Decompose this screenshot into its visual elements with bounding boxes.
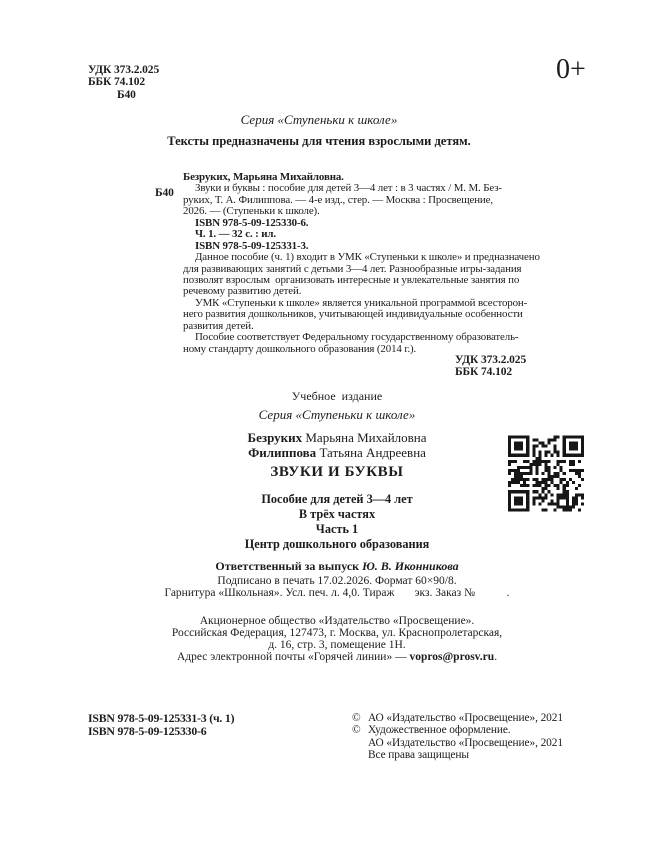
author-given-names: Марьяна Михайловна [302, 430, 427, 445]
author-surname: Филиппова [248, 444, 317, 460]
copyright-text: Все права защищены [368, 749, 469, 762]
copyright-text: АО «Издательство «Просвещение», 2021 [368, 736, 563, 749]
card-line: руких, Т. А. Филиппова. — 4-е изд., стер. — Москва : Просвещение, [183, 193, 493, 206]
hotline-email-period: . [494, 651, 498, 663]
series-note: Серия «Ступеньки к школе» [258, 407, 416, 422]
card-annotation-line: развития детей. [183, 319, 254, 332]
author-sign-code: Б40 [117, 88, 136, 101]
card-annotation-line: УМК «Ступеньки к школе» является уникальной программой всесторон- [195, 296, 528, 309]
card-isbn: ISBN 978-5-09-125330-6. [195, 216, 309, 229]
audience-note: Тексты предназначены для чтения взрослыми детям. [167, 134, 471, 148]
card-annotation-line: речевому развитию детей. [183, 285, 302, 298]
copyright-line [352, 712, 563, 724]
isbn-part: ISBN 978-5-09-125331-3 (ч. 1) [88, 711, 235, 725]
card-line: Звуки и буквы : пособие для детей 3—4 лет : в 3 частях / М. М. Без- [195, 182, 502, 195]
copyright-text: АО «Издательство «Просвещение», 2021 [368, 712, 563, 724]
card-author-code: Б40 [155, 186, 174, 199]
copyright-text: Художественное оформление. [368, 724, 511, 737]
age-rating-badge: 0+ [556, 54, 586, 85]
hotline-email-label: Адрес электронной почты «Горячей линии» — [176, 651, 410, 663]
print-info-line: Подписано в печать 17.02.2026. Формат 60×90/8. [217, 574, 457, 587]
responsible-editor-line [88, 560, 586, 574]
copyright-icon: © [352, 712, 361, 724]
card-line: 2026. — (Ступеньки к школе). [183, 205, 320, 218]
copyright-line [352, 724, 563, 736]
responsible-name: Ю. В. Иконникова [362, 559, 459, 573]
card-annotation-line: него развития дошкольников, учитывающей индивидуальные особенности [183, 308, 523, 321]
hotline-email: vopros@prosv.ru [409, 651, 495, 663]
book-subtitle-parts: В трёх частях [298, 507, 376, 521]
author-surname: Безруких [247, 430, 303, 445]
card-part-info: Ч. 1. — 32 с. : ил. [195, 228, 277, 241]
responsible-label: Ответственный за выпуск [215, 559, 363, 573]
series-note: Серия «Ступеньки к школе» [240, 112, 398, 127]
udk-code: УДК 373.2.025 [455, 354, 527, 366]
edition-kind: Учебное издание [291, 389, 383, 403]
copyright-block [352, 712, 563, 762]
card-annotation-line: Данное пособие (ч. 1) входит в УМК «Ступеньки к школе» и предназначено [195, 251, 540, 264]
book-subtitle-age: Пособие для детей 3—4 лет [261, 492, 413, 506]
publisher-address-line: Российская Федерация, 127473, г. Москва, ул. Краснопролетарская, [171, 627, 503, 639]
copyright-icon: © [352, 724, 361, 737]
udk-code: УДК 373.2.025 [88, 64, 160, 76]
card-author-heading: Безруких, Марьяна Михайловна. [183, 171, 344, 183]
card-annotation-line: Пособие соответствует Федеральному государственному образователь- [195, 331, 519, 344]
print-info-line: Гарнитура «Школьная». Усл. печ. л. 4,0. Тираж экз. Заказ № . [164, 587, 510, 599]
bbk-code: ББК 74.102 [88, 76, 146, 89]
publisher-address-line: д. 16, стр. 3, помещение 1Н. [268, 639, 406, 651]
copyright-line [352, 749, 563, 761]
card-annotation-line: ному стандарту дошкольного образования (2014 г.). [183, 342, 417, 355]
copyright-line [352, 737, 563, 749]
publisher-name-line: Акционерное общество «Издательство «Просвещение». [199, 614, 475, 627]
book-title: ЗВУКИ И БУКВЫ [270, 464, 404, 480]
card-isbn: ISBN 978-5-09-125331-3. [195, 239, 309, 252]
author-given-names: Татьяна Андреевна [316, 444, 426, 460]
isbn-block [88, 712, 234, 737]
bbk-code: ББК 74.102 [455, 366, 513, 379]
card-annotation-line: для развивающих занятий с детьми 3—4 лет. Разнообразные игры-задания [183, 262, 522, 275]
qr-code [508, 435, 584, 512]
isbn-series: ISBN 978-5-09-125330-6 [88, 723, 207, 738]
hotline-email-line [88, 651, 586, 664]
department-name: Центр дошкольного образования [244, 537, 430, 551]
book-subtitle-part-number: Часть 1 [315, 522, 359, 536]
card-annotation-line: позволят взрослым организовать интересные и увлекательные занятия по [183, 273, 520, 286]
